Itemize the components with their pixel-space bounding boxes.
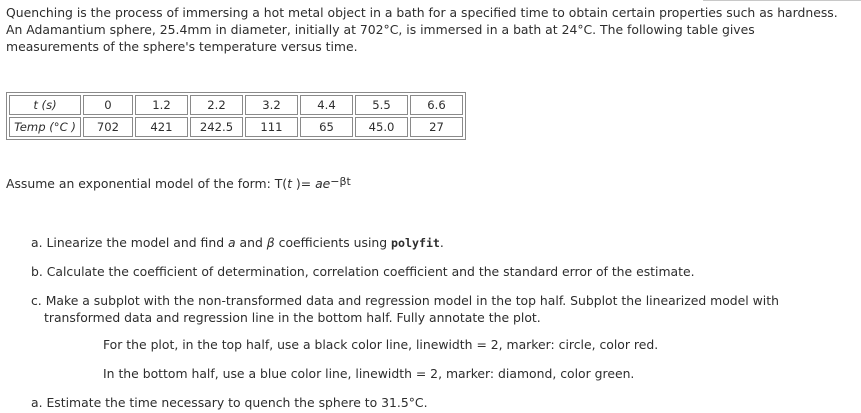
model-e: e <box>322 176 331 191</box>
table-cell: 111 <box>245 117 298 137</box>
question-d: a. Estimate the time necessary to quench the sphere to 31.5°C. <box>31 395 428 410</box>
beta-symbol: β <box>266 235 275 250</box>
table-cell: 45.0 <box>355 117 408 137</box>
problem-intro: Quenching is the process of immersing a hot metal object in a bath for a specified time to obtain certain properties such as hardness. An Adamantium sphere, 25.4mm in diameter, initially at 702°C, is immersed in a bath at 24°C. The following table gives measurements of the sphere's temperature versus time. <box>6 5 838 54</box>
question-c-bottom-instruction: In the bottom half, use a blue color line, linewidth = 2, marker: diamond, color green. <box>103 366 635 381</box>
question-a-end: . <box>439 235 444 250</box>
table-cell: 5.5 <box>355 95 408 115</box>
question-a-mid: coefficients using <box>274 235 392 250</box>
model-t: t <box>287 176 292 191</box>
table-cell: 0 <box>83 95 133 115</box>
model-a: a <box>315 176 323 191</box>
table-cell: 6.6 <box>410 95 463 115</box>
table-row-header: t (s) <box>9 95 81 115</box>
measurement-table <box>6 92 466 140</box>
table-cell: 4.4 <box>300 95 353 115</box>
model-exponent: −βt <box>330 175 351 188</box>
question-c-top-instruction: For the plot, in the top half, use a black color line, linewidth = 2, marker: circle, color red. <box>103 337 659 352</box>
model-statement <box>6 176 351 191</box>
table-cell: 3.2 <box>245 95 298 115</box>
top-divider <box>703 0 861 1</box>
alpha-symbol: a <box>228 235 236 250</box>
question-b: b. Calculate the coefficient of determination, correlation coefficient and the standard error of the estimate. <box>31 264 695 279</box>
table-cell: 242.5 <box>190 117 243 137</box>
table-row-header: Temp (°C ) <box>9 117 81 137</box>
table-cell: 27 <box>410 117 463 137</box>
table-row <box>9 95 463 115</box>
table-cell: 1.2 <box>135 95 188 115</box>
question-a <box>31 234 444 252</box>
table-row <box>9 117 463 137</box>
question-a-and: and <box>235 235 267 250</box>
table-cell: 702 <box>83 117 133 137</box>
table-cell: 2.2 <box>190 95 243 115</box>
model-mid: )= <box>291 176 316 191</box>
table-cell: 421 <box>135 117 188 137</box>
question-a-prefix: a. Linearize the model and find <box>31 235 228 250</box>
question-c: c. Make a subplot with the non-transformed data and regression model in the top half. Subplot the linearized model with transformed data and regression line in the bottom half. Fully annotate the plot. <box>31 293 779 325</box>
table-cell: 65 <box>300 117 353 137</box>
model-prefix: Assume an exponential model of the form: T( <box>6 176 288 191</box>
polyfit-keyword: polyfit <box>391 236 440 250</box>
